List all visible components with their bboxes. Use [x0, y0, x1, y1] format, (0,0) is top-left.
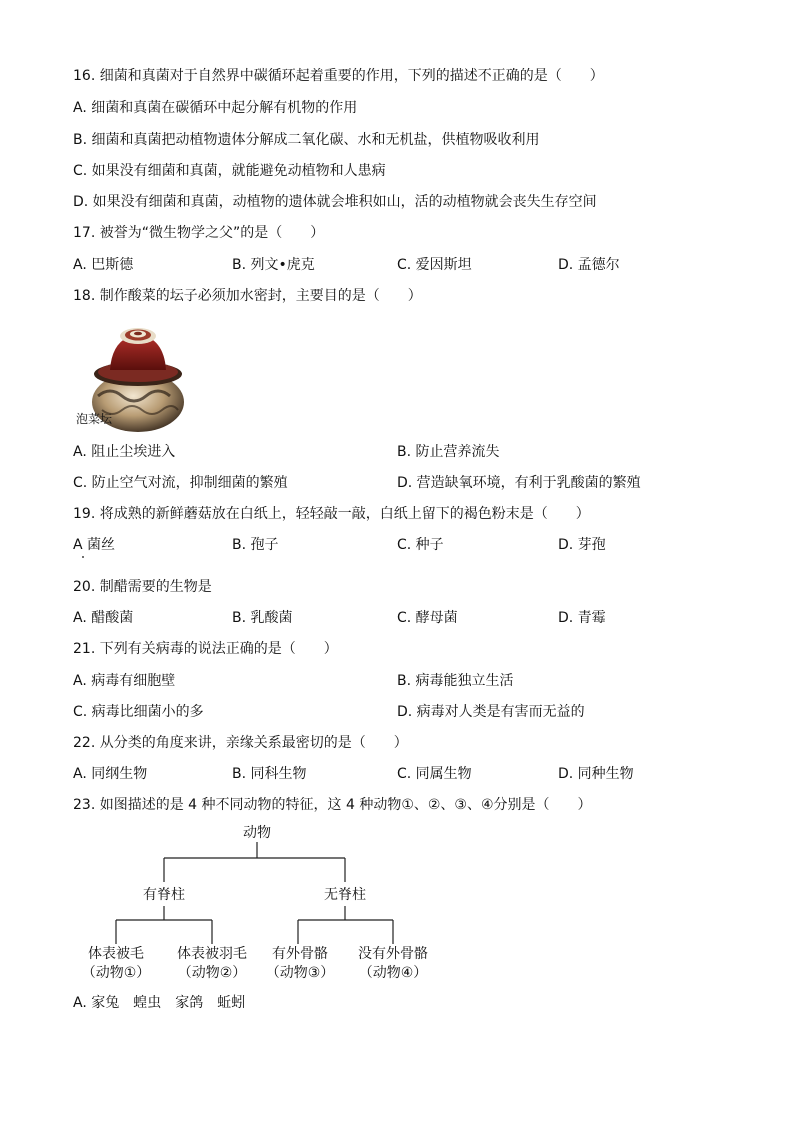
q16-option-d: D. 如果没有细菌和真菌，动植物的遗体就会堆积如山，活的动植物就会丧失生存空间: [73, 194, 597, 210]
q20-option-b: B. 乳酸菌: [232, 610, 293, 626]
q16-stem: 16. 细菌和真菌对于自然界中碳循环起着重要的作用，下列的描述不正确的是（ ）: [73, 68, 604, 84]
pickle-jar-caption: 泡菜坛: [76, 412, 113, 426]
q16-option-a: A. 细菌和真菌在碳循环中起分解有机物的作用: [73, 100, 358, 116]
q21-option-d: D. 病毒对人类是有害而无益的: [397, 704, 585, 720]
tree-vertebrate: 有脊柱: [143, 887, 185, 903]
q17-option-c: C. 爱因斯坦: [397, 257, 472, 273]
q23-stem: 23. 如图描述的是 4 种不同动物的特征，这 4 种动物①、②、③、④分别是（ ）: [73, 797, 592, 813]
q18-option-b: B. 防止营养流失: [397, 444, 500, 460]
tree-leaf-2-sub: （动物②）: [177, 965, 247, 981]
q19-option-a: A 菌丝: [73, 537, 116, 553]
tree-leaf-4: 没有外骨骼: [358, 946, 428, 962]
q17-option-d: D. 孟德尔: [558, 257, 620, 273]
q20-option-c: C. 酵母菌: [397, 610, 458, 626]
q19-stem: 19. 将成熟的新鲜蘑菇放在白纸上，轻轻敲一敲，白纸上留下的褐色粉末是（ ）: [73, 506, 590, 522]
q16-option-b: B. 细菌和真菌把动植物遗体分解成二氧化碳、水和无机盐，供植物吸收利用: [73, 132, 540, 148]
tree-leaf-1: 体表被毛: [88, 946, 144, 962]
tree-leaf-4-sub: （动物④）: [358, 965, 428, 981]
animal-classification-diagram: [60, 820, 428, 990]
q18-stem: 18. 制作酸菜的坛子必须加水密封，主要目的是（ ）: [73, 288, 422, 304]
q22-option-c: C. 同属生物: [397, 766, 472, 782]
tree-root: 动物: [243, 825, 271, 841]
q23-option-a: A. 家兔 蝗虫 家鸽 蚯蚓: [73, 995, 246, 1011]
q20-option-d: D. 青霉: [558, 610, 606, 626]
tree-leaf-1-sub: （动物①）: [81, 965, 151, 981]
q22-stem: 22. 从分类的角度来讲，亲缘关系最密切的是（ ）: [73, 735, 408, 751]
tree-leaf-3: 有外骨骼: [272, 946, 328, 962]
q17-option-a: A. 巴斯德: [73, 257, 134, 273]
q22-option-b: B. 同科生物: [232, 766, 307, 782]
q22-option-a: A. 同纲生物: [73, 766, 148, 782]
q21-stem: 21. 下列有关病毒的说法正确的是（ ）: [73, 641, 338, 657]
tree-leaf-3-sub: （动物③）: [265, 965, 335, 981]
q20-stem: 20. 制醋需要的生物是: [73, 579, 212, 595]
q21-option-c: C. 病毒比细菌小的多: [73, 704, 204, 720]
q19-option-b: B. 孢子: [232, 537, 279, 553]
q19-option-d: D. 芽孢: [558, 537, 606, 553]
q19-option-c: C. 种子: [397, 537, 444, 553]
q16-option-c: C. 如果没有细菌和真菌，就能避免动植物和人患病: [73, 163, 386, 179]
q18-option-d: D. 营造缺氧环境，有利于乳酸菌的繁殖: [397, 475, 641, 491]
q20-option-a: A. 醋酸菌: [73, 610, 134, 626]
tree-leaf-2: 体表被羽毛: [177, 946, 247, 962]
q22-option-d: D. 同种生物: [558, 766, 634, 782]
q18-option-c: C. 防止空气对流，抑制细菌的繁殖: [73, 475, 288, 491]
q18-option-a: A. 阻止尘埃进入: [73, 444, 176, 460]
stray-dot: [82, 556, 84, 558]
q17-stem: 17. 被誉为“微生物学之父”的是（ ）: [73, 225, 325, 241]
q21-option-b: B. 病毒能独立生活: [397, 673, 514, 689]
tree-invertebrate: 无脊柱: [324, 887, 366, 903]
q17-option-b: B. 列文•虎克: [232, 257, 315, 273]
q21-option-a: A. 病毒有细胞壁: [73, 673, 176, 689]
